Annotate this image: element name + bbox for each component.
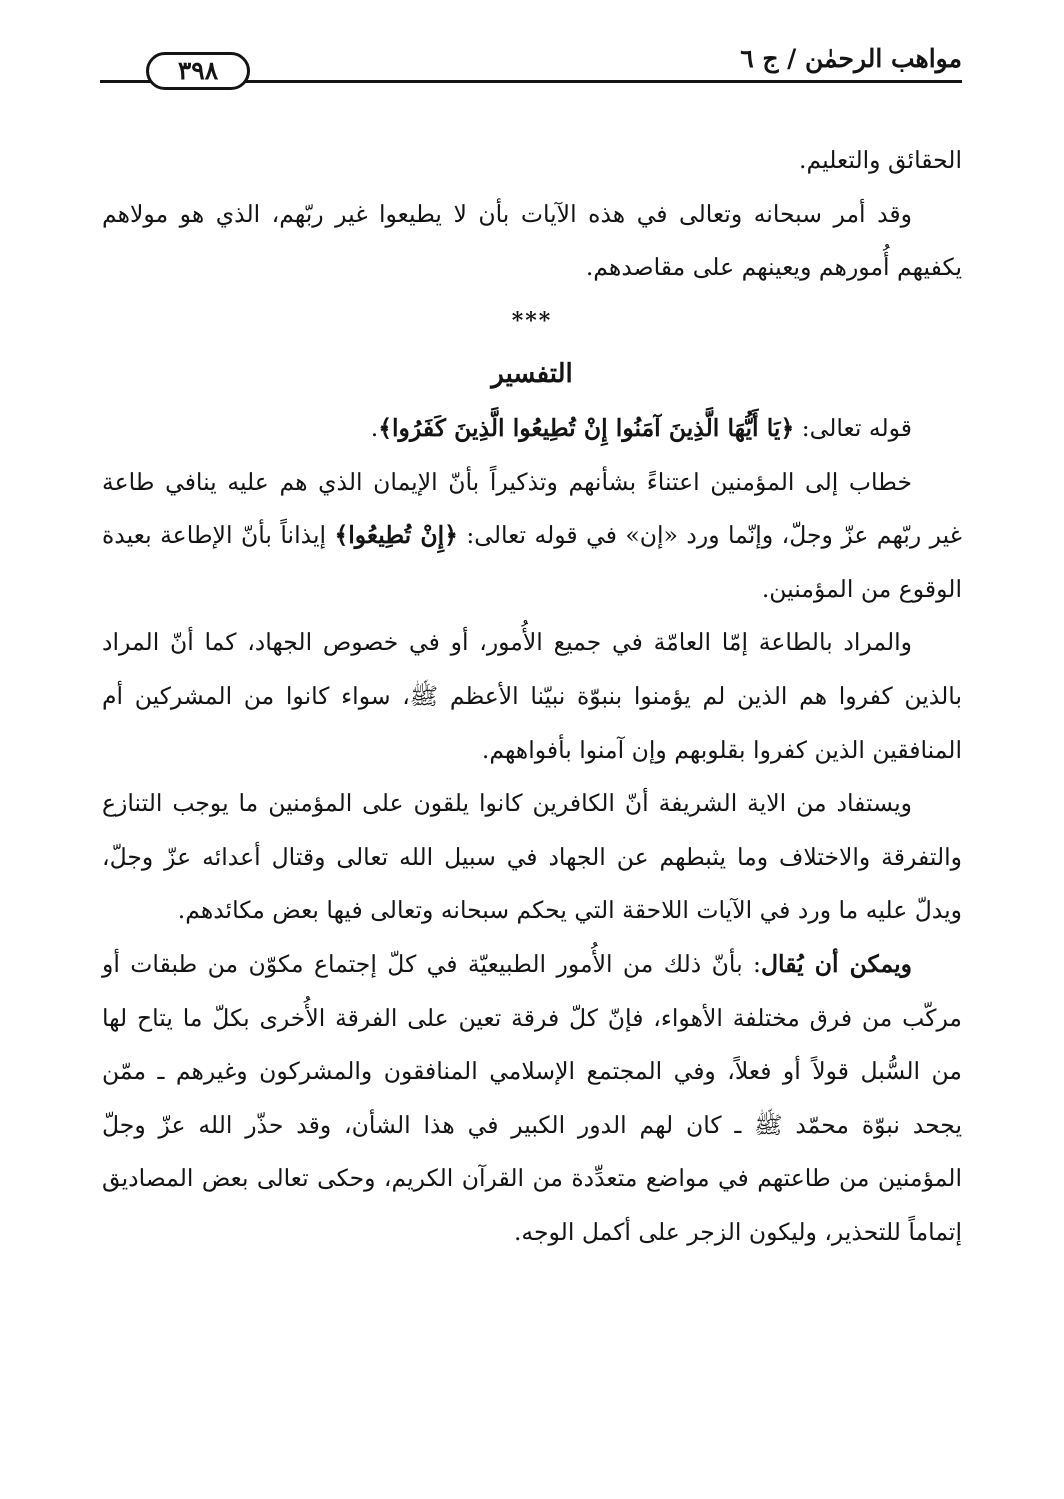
running-title: مواهب الرحمٰن / ج ٦ <box>740 44 962 73</box>
paragraph-inference: ويستفاد من الاية الشريفة أنّ الكافرين كانوا يلقون على المؤمنين ما يوجب التنازع والتفرقة والاختلاف وما يثبطهم عن الجهاد في سبيل الله تعالى وقتال أعدائه عزّ وجلّ، ويدلّ عليه ما ورد في الآيات اللاحقة التي يحكم سبحانه وتعالى فيها بعض مكائدهم. <box>102 789 962 925</box>
paragraph-address-end: إيذاناً بأنّ الإطاعة بعيدة الوقوع من المؤمنين. <box>102 521 962 603</box>
section-separator: *** <box>511 307 553 334</box>
paragraph-commentary <box>102 938 962 1260</box>
commentary-lead: ويمكن أن يُقال <box>760 949 912 978</box>
verse-citation-prefix: قوله تعالى: <box>794 413 912 442</box>
page-number: ٣٩٨ <box>146 52 250 90</box>
paragraph-address-text: خطاب إلى المؤمنين اعتناءً بشأنهم وتذكيراً بأنّ الإيمان الذي هم عليه ينافي طاعة غير ربّهم عزّ وجلّ، وإنّما ورد «إن» في قوله تعالى: <box>102 467 962 550</box>
paragraph-address <box>102 456 962 617</box>
section-heading: التفسير <box>491 359 573 390</box>
paragraph-meaning: والمراد بالطاعة إمّا العامّة في جميع الأُمور، أو في خصوص الجهاد، كما أنّ المراد بالذين كفروا هم الذين لم يؤمنوا بنبوّة نبيّنا الأعظم ﷺ، سواء كانوا من المشركين أم المنافقين الذين كفروا بقلوبهم وإن آمنوا بأفواههم. <box>102 628 962 764</box>
commentary-text: : بأنّ ذلك من الأُمور الطبيعيّة في كلّ إجتماع مكوّن من طبقات أو مركّب من فرق مختلفة الأهواء، فإنّ كلّ فرقة تعين على الفرقة الأُخرى بكلّ ما يتاح لها من السُّبل قولاً أو فعلاً، وفي المجتمع الإسلامي المنافقون والمشركون وغيرهم ـ ممّن يجحد نبوّة محمّد ﷺ ـ كان لهم الدور الكبير في هذا الشأن، وقد حذّر الله عزّ وجلّ المؤمنين من طاعتهم في مواضع متعدِّدة من القرآن الكريم، وحكى تعالى بعض المصاديق إتماماً للتحذير، وليكون الزجر على أكمل الوجه. <box>102 949 962 1246</box>
paragraph-continuation: الحقائق والتعليم. <box>799 146 962 174</box>
verse-citation-suffix: . <box>370 413 379 442</box>
verse-citation <box>102 402 962 456</box>
quran-verse: ﴿يَا أَيُّهَا الَّذِينَ آمَنُوا إِنْ تُطِيعُوا الَّذِينَ كَفَرُوا﴾ <box>378 413 795 442</box>
paragraph-intro: وقد أمر سبحانه وتعالى في هذه الآيات بأن لا يطيعوا غير ربّهم، الذي هو مولاهم يكفيهم أُمورهم ويعينهم على مقاصدهم. <box>102 199 962 282</box>
page-header <box>100 40 962 88</box>
page-body <box>102 134 962 1259</box>
quran-verse-inline: ﴿إِنْ تُطِيعُوا﴾ <box>334 521 458 550</box>
